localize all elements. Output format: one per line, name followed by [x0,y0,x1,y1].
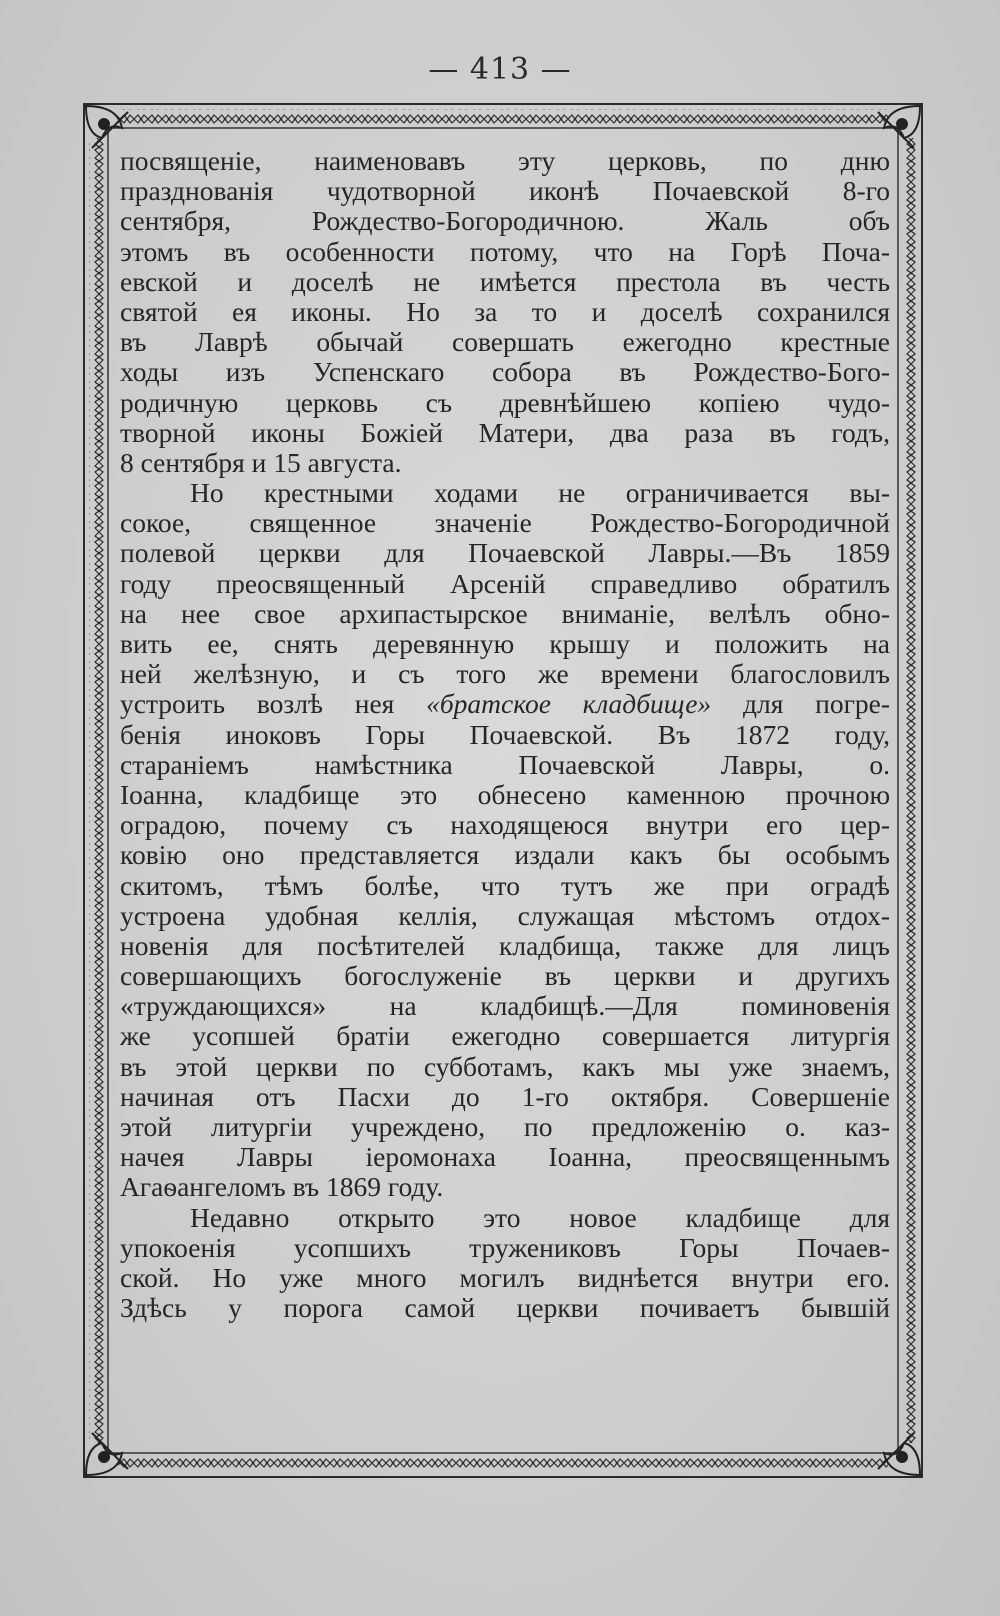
text-line: святой ея иконы. Но за то и доселѣ сохранился [120,296,890,327]
page-number: — 413 — [428,52,572,87]
text-line: Агаѳангеломъ въ 1869 году. [120,1172,444,1203]
text-line: начиная отъ Пасхи до 1-го октября. Совершеніе [120,1081,890,1112]
body-text [120,146,890,1323]
text-line: Но крестными ходами не ограничивается вы- [190,478,890,509]
text-line: родичную церковь съ древнѣйшею копіею чудо- [120,387,890,418]
text-line: сентября, Рождество-Богородичною. Жаль объ [120,206,890,237]
text-line: ходы изъ Успенскаго собора въ Рождество-Бого- [120,357,890,388]
text-line: новенія для посѣтителей кладбища, также для лицъ [120,930,890,961]
text-line: евской и доселѣ не имѣется престола въ честь [120,266,890,297]
text-line: «труждающихся» на кладбищѣ.—Для поминовенія [120,991,890,1022]
text-line: Здѣсь у порога самой церкви почиваетъ бывшій [120,1293,890,1324]
text-line: празднованія чудотворной иконѣ Почаевской 8-го [120,176,890,207]
text-line [120,689,890,719]
text-line: Іоанна, кладбище это обнесено каменною прочною [120,779,890,810]
text-line: оградою, почему съ находящеюся внутри его цер- [120,810,890,841]
text-line: начея Лавры іеромонаха Іоанна, преосвященнымъ [120,1142,890,1173]
text-line: 8 сентября и 15 августа. [120,447,402,478]
text-line: совершающихъ богослуженіе въ церкви и другихъ [120,961,890,992]
text-line: ковію оно представляется издали какъ бы особымъ [120,840,890,871]
text-line: этомъ въ особенности потому, что на Горѣ Поча- [120,236,890,267]
text-line: упокоенія усопшихъ тружениковъ Горы Почаев- [120,1232,890,1263]
text-line: устроена удобная келлія, служащая мѣстомъ отдох- [120,900,890,931]
text-segment: для погре- [711,689,890,720]
text-line: бенія иноковъ Горы Почаевской. Въ 1872 году, [120,719,890,750]
text-line: стараніемъ намѣстника Почаевской Лавры, о. [120,749,890,780]
text-line: ской. Но уже много могилъ виднѣется внутри его. [120,1262,890,1293]
text-line: сокое, священное значеніе Рождество-Богородичной [120,508,890,539]
italic-term: «братское кладбище» [426,689,712,720]
text-line: въ этой церкви по субботамъ, какъ мы уже знаемъ, [120,1051,890,1082]
text-line: творной иконы Божіей Матери, два раза въ годъ, [120,417,890,448]
ornamental-frame [78,98,928,1483]
text-line: Недавно открыто это новое кладбище для [190,1202,890,1233]
text-line: скитомъ, тѣмъ болѣе, что тутъ же при оградѣ [120,870,890,901]
text-line: ней желѣзную, и съ того же времени благословилъ [120,659,890,690]
text-line: году преосвященный Арсеній справедливо обратилъ [120,568,890,599]
text-line: посвященіе, наименовавъ эту церковь, по дню [120,146,890,176]
text-line: же усопшей братіи ежегодно совершается литургія [120,1021,890,1052]
text-segment: устроить возлѣ нея [120,689,427,720]
text-line: въ Лаврѣ обычай совершать ежегодно крестные [120,327,890,358]
text-line: на нее свое архипастырское вниманіе, велѣлъ обно- [120,598,890,629]
text-line: вить ее, снять деревянную крышу и положить на [120,629,890,659]
text-line: полевой церкви для Почаевской Лавры.—Въ 1859 [120,538,890,569]
text-line: этой литургіи учреждено, по предложенію о. каз- [120,1112,890,1142]
